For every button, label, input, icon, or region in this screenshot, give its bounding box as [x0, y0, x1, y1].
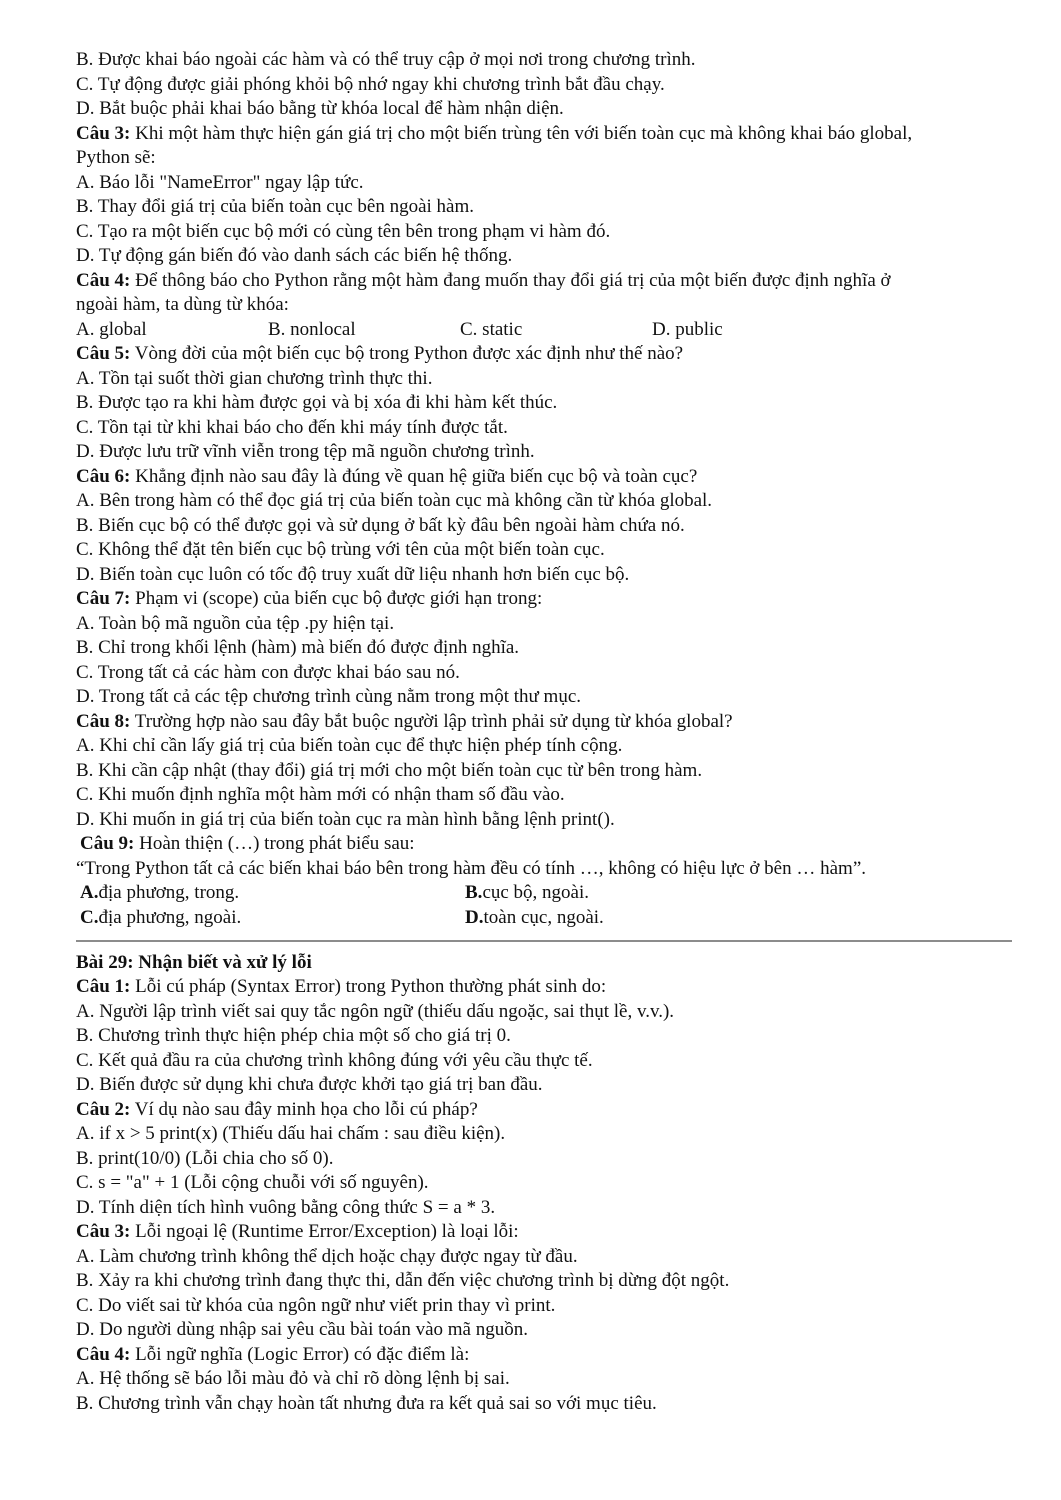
document-page	[76, 48, 1016, 1416]
question-label: Câu 3:	[76, 1221, 131, 1242]
option-line: C. Trong tất cả các hàm con được khai báo sau nó.	[76, 661, 460, 683]
option-line: C. s = "a" + 1 (Lỗi cộng chuỗi với số nguyên).	[76, 1172, 429, 1193]
option-line: D. Biến toàn cục luôn có tốc độ truy xuất dữ liệu nhanh hơn biến cục bộ.	[76, 563, 630, 585]
question-text: Hoàn thiện (…) trong phát biểu sau:	[134, 833, 415, 854]
question-6	[76, 465, 1016, 490]
option-text: địa phương, ngoài.	[98, 906, 242, 928]
option-line: D. Tính diện tích hình vuông bằng công thức S = a * 3.	[76, 1196, 496, 1218]
option-line: B. print(10/0) (Lỗi chia cho số 0).	[76, 1147, 334, 1169]
question-text: Vòng đời của một biến cục bộ trong Python được xác định như thế nào?	[130, 343, 684, 364]
option-line: A. Báo lỗi "NameError" ngay lập tức.	[76, 171, 364, 193]
question-text: Để thông báo cho Python rằng một hàm đang muốn thay đổi giá trị của một biến được định nghĩa ở	[130, 269, 891, 291]
option-b	[465, 881, 850, 906]
option-line: B. Biến cục bộ có thể được gọi và sử dụng ở bất kỳ đâu bên ngoài hàm chứa nó.	[76, 514, 685, 536]
question-text: Khi một hàm thực hiện gán giá trị cho một biến trùng tên với biến toàn cục mà không khai báo global,	[130, 122, 913, 144]
question-label: Câu 4:	[76, 269, 131, 291]
option-line: A. Hệ thống sẽ báo lỗi màu đỏ và chỉ rõ dòng lệnh bị sai.	[76, 1368, 510, 1389]
option-line: A. Bên trong hàm có thể đọc giá trị của biến toàn cục mà không cần từ khóa global.	[76, 490, 713, 511]
section-title: Bài 29: Nhận biết và xử lý lỗi	[76, 952, 312, 973]
option-line: D. Tự động gán biến đó vào danh sách các biến hệ thống.	[76, 245, 513, 266]
question-4b	[76, 1343, 1016, 1368]
option-line: D. Biến được sử dụng khi chưa được khởi tạo giá trị ban đầu.	[76, 1074, 543, 1095]
option-line: C. Kết quả đầu ra của chương trình không đúng với yêu cầu thực tế.	[76, 1049, 593, 1071]
options-row	[76, 881, 1016, 906]
option-b: B. nonlocal	[268, 318, 356, 340]
option-line: B. Chương trình vẫn chạy hoàn tất nhưng đưa ra kết quả sai so với mục tiêu.	[76, 1392, 657, 1414]
question-label: Câu 1:	[76, 976, 131, 997]
question-label: Câu 2:	[76, 1098, 131, 1120]
question-4	[76, 269, 1016, 294]
option-key: C.	[80, 906, 99, 928]
option-a	[80, 881, 465, 906]
option-line: C. Tạo ra một biến cục bộ mới có cùng tên bên trong phạm vi hàm đó.	[76, 220, 611, 242]
question-text: Khẳng định nào sau đây là đúng về quan hệ giữa biến cục bộ và toàn cục?	[130, 465, 698, 487]
question-label: Câu 5:	[76, 343, 131, 364]
option-line: C. Khi muốn định nghĩa một hàm mới có nhận tham số đầu vào.	[76, 784, 565, 805]
question-3	[76, 122, 1016, 147]
option-line: B. Khi cần cập nhật (thay đổi) giá trị mới cho một biến toàn cục từ bên trong hàm.	[76, 759, 703, 781]
question-3b	[76, 1220, 1016, 1245]
question-label: Câu 9:	[80, 833, 135, 854]
question-text: Lỗi ngoại lệ (Runtime Error/Exception) là loại lỗi:	[130, 1221, 519, 1242]
question-text: Lỗi ngữ nghĩa (Logic Error) có đặc điểm là:	[130, 1343, 470, 1365]
option-line: A. Người lập trình viết sai quy tắc ngôn ngữ (thiếu dấu ngoặc, sai thụt lề, v.v.).	[76, 1000, 675, 1022]
option-d: D. public	[652, 318, 723, 340]
question-2	[76, 1098, 1016, 1123]
option-key: A.	[80, 882, 99, 903]
question-label: Câu 4:	[76, 1343, 131, 1365]
question-label: Câu 3:	[76, 122, 131, 144]
option-text: cục bộ, ngoài.	[482, 882, 590, 903]
option-line: B. Chương trình thực hiện phép chia một số cho giá trị 0.	[76, 1025, 511, 1046]
option-line: B. Thay đổi giá trị của biến toàn cục bên ngoài hàm.	[76, 196, 475, 217]
option-line: D. Được lưu trữ vĩnh viễn trong tệp mã nguồn chương trình.	[76, 441, 535, 462]
option-line: D. Bắt buộc phải khai báo bằng từ khóa local để hàm nhận diện.	[76, 98, 564, 119]
question-text: Lỗi cú pháp (Syntax Error) trong Python thường phát sinh do:	[130, 976, 607, 997]
question-5	[76, 342, 1016, 367]
option-key: B.	[465, 882, 483, 903]
option-line: B. Chỉ trong khối lệnh (hàm) mà biến đó được định nghĩa.	[76, 637, 520, 658]
options-row	[76, 318, 1016, 343]
section-divider	[76, 940, 1012, 942]
question-label: Câu 6:	[76, 465, 131, 487]
option-line: B. Được tạo ra khi hàm được gọi và bị xóa đi khi hàm kết thúc.	[76, 392, 558, 413]
question-7	[76, 587, 1016, 612]
option-text: địa phương, trong.	[98, 882, 240, 903]
question-text: Trường hợp nào sau đây bắt buộc người lập trình phải sử dụng từ khóa global?	[130, 710, 733, 732]
option-d	[465, 906, 850, 931]
option-line: A. Toàn bộ mã nguồn của tệp .py hiện tại.	[76, 612, 395, 634]
option-line: C. Tồn tại từ khi khai báo cho đến khi máy tính được tắt.	[76, 416, 508, 438]
question-1	[76, 975, 1016, 1000]
question-9	[76, 832, 1016, 857]
option-c	[80, 906, 465, 931]
question-text: Phạm vi (scope) của biến cục bộ được giới hạn trong:	[130, 588, 543, 609]
question-text-continued: Python sẽ:	[76, 147, 156, 168]
option-line: A. Làm chương trình không thể dịch hoặc chạy được ngay từ đầu.	[76, 1245, 578, 1267]
option-line: A. Tồn tại suốt thời gian chương trình thực thi.	[76, 367, 433, 389]
option-c: C. static	[460, 318, 523, 340]
option-text: toàn cục, ngoài.	[483, 906, 604, 928]
option-key: D.	[465, 906, 484, 928]
option-line: D. Khi muốn in giá trị của biến toàn cục ra màn hình bằng lệnh print().	[76, 808, 615, 830]
option-line: C. Tự động được giải phóng khỏi bộ nhớ ngay khi chương trình bắt đầu chạy.	[76, 73, 665, 95]
option-a: A. global	[76, 318, 147, 340]
question-text-continued: ngoài hàm, ta dùng từ khóa:	[76, 294, 289, 315]
question-text: Ví dụ nào sau đây minh họa cho lỗi cú pháp?	[130, 1098, 478, 1120]
option-line: C. Do viết sai từ khóa của ngôn ngữ như viết prin thay vì print.	[76, 1294, 556, 1316]
option-line: B. Được khai báo ngoài các hàm và có thể truy cập ở mọi nơi trong chương trình.	[76, 49, 696, 70]
question-label: Câu 8:	[76, 710, 131, 732]
options-row	[76, 906, 1016, 931]
option-line: D. Do người dùng nhập sai yêu cầu bài toán vào mã nguồn.	[76, 1319, 528, 1340]
question-label: Câu 7:	[76, 588, 131, 609]
option-line: A. if x > 5 print(x) (Thiếu dấu hai chấm : sau điều kiện).	[76, 1123, 506, 1144]
option-line: B. Xảy ra khi chương trình đang thực thi, dẫn đến việc chương trình bị dừng đột ngột.	[76, 1270, 730, 1291]
option-line: A. Khi chỉ cần lấy giá trị của biến toàn cục để thực hiện phép tính cộng.	[76, 735, 623, 756]
question-8	[76, 710, 1016, 735]
question-quote: “Trong Python tất cả các biến khai báo bên trong hàm đều có tính …, không có hiệu lực ở bên … hàm”.	[76, 857, 867, 879]
option-line: D. Trong tất cả các tệp chương trình cùng nằm trong một thư mục.	[76, 686, 582, 707]
option-line: C. Không thể đặt tên biến cục bộ trùng với tên của một biến toàn cục.	[76, 539, 605, 560]
